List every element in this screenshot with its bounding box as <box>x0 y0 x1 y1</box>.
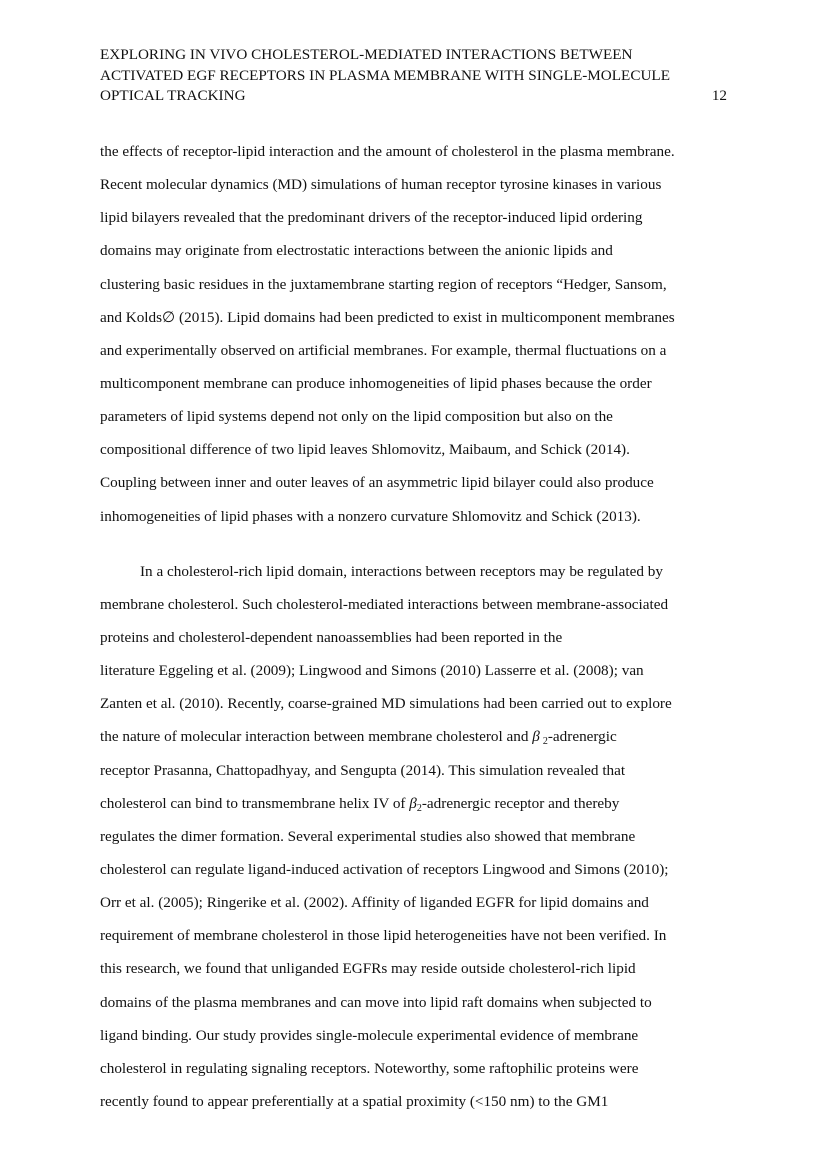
text-line-beta <box>100 725 740 758</box>
running-head-line-2: ACTIVATED EGF RECEPTORS IN PLASMA MEMBRANE WITH SINGLE-MOLECULE <box>100 66 670 84</box>
text-line: clustering basic residues in the juxtamembrane starting region of receptors “Hedger, Sansom, <box>100 275 667 293</box>
text-line: and Kolds∅ (2015). Lipid domains had been predicted to exist in multicomponent membranes <box>100 308 675 326</box>
beta-symbol: β <box>532 728 540 746</box>
text-line-beta <box>100 792 740 825</box>
text-line: regulates the dimer formation. Several experimental studies also showed that membrane <box>100 827 636 845</box>
text-run: -adrenergic receptor and thereby <box>421 794 620 812</box>
text-line: domains may originate from electrostatic interactions between the anionic lipids and <box>100 242 613 260</box>
text-line: Recent molecular dynamics (MD) simulations of human receptor tyrosine kinases in various <box>100 176 662 194</box>
text-line: receptor Prasanna, Chattopadhyay, and Sengupta (2014). This simulation revealed that <box>100 761 626 779</box>
text-line: Zanten et al. (2010). Recently, coarse-grained MD simulations had been carried out to explore <box>100 695 672 713</box>
text-line: membrane cholesterol. Such cholesterol-mediated interactions between membrane-associated <box>100 595 669 613</box>
paragraph-1 <box>100 140 740 538</box>
text-line: proteins and cholesterol-dependent nanoassemblies had been reported in the <box>100 628 563 646</box>
text-run: -adrenergic <box>547 728 617 746</box>
text-line: inhomogeneities of lipid phases with a nonzero curvature Shlomovitz and Schick (2013). <box>100 507 641 525</box>
running-head-line-3-text: OPTICAL TRACKING <box>100 87 246 104</box>
text-line: In a cholesterol-rich lipid domain, interactions between receptors may be regulated by <box>140 562 663 580</box>
text-line: Coupling between inner and outer leaves of an asymmetric lipid bilayer could also produce <box>100 474 654 492</box>
text-line: cholesterol in regulating signaling receptors. Noteworthy, some raftophilic proteins were <box>100 1059 639 1077</box>
text-line: requirement of membrane cholesterol in those lipid heterogeneities have not been verified. In <box>100 927 667 945</box>
running-head-line-3 <box>100 86 727 107</box>
text-line: domains of the plasma membranes and can move into lipid raft domains when subjected to <box>100 993 652 1011</box>
subscript-2: 2 <box>542 736 548 748</box>
text-line: and experimentally observed on artificial membranes. For example, thermal fluctuations on a <box>100 341 667 359</box>
running-head <box>100 45 727 107</box>
page-number: 12 <box>711 87 727 104</box>
text-line: lipid bilayers revealed that the predominant drivers of the receptor-induced lipid ordering <box>100 209 643 227</box>
text-line: ligand binding. Our study provides single-molecule experimental evidence of membrane <box>100 1026 639 1044</box>
body-text <box>100 140 740 1123</box>
text-line: compositional difference of two lipid leaves Shlomovitz, Maibaum, and Schick (2014). <box>100 441 630 459</box>
running-head-line-1: EXPLORING IN VIVO CHOLESTEROL-MEDIATED INTERACTIONS BETWEEN <box>100 46 633 63</box>
beta-symbol: β <box>409 794 417 812</box>
text-line: literature Eggeling et al. (2009); Lingwood and Simons (2010) Lasserre et al. (2008); van <box>100 662 644 680</box>
text-run: cholesterol can bind to transmembrane helix IV of <box>100 794 410 812</box>
text-line: cholesterol can regulate ligand-induced activation of receptors Lingwood and Simons (2010); <box>100 860 669 878</box>
text-line: recently found to appear preferentially at a spatial proximity (<150 nm) to the GM1 <box>100 1092 609 1110</box>
text-line: parameters of lipid systems depend not only on the lipid composition but also on the <box>100 408 613 426</box>
paragraph-2 <box>100 560 740 1123</box>
subscript-2: 2 <box>416 802 422 814</box>
text-line: Orr et al. (2005); Ringerike et al. (2002). Affinity of liganded EGFR for lipid domains and <box>100 894 649 912</box>
text-run: the nature of molecular interaction between membrane cholesterol and <box>100 728 533 746</box>
text-line: multicomponent membrane can produce inhomogeneities of lipid phases because the order <box>100 374 652 392</box>
text-line: this research, we found that unliganded EGFRs may reside outside cholesterol-rich lipid <box>100 960 636 978</box>
paragraph-gap <box>100 538 740 560</box>
text-line: the effects of receptor-lipid interaction and the amount of cholesterol in the plasma membrane. <box>100 143 675 160</box>
